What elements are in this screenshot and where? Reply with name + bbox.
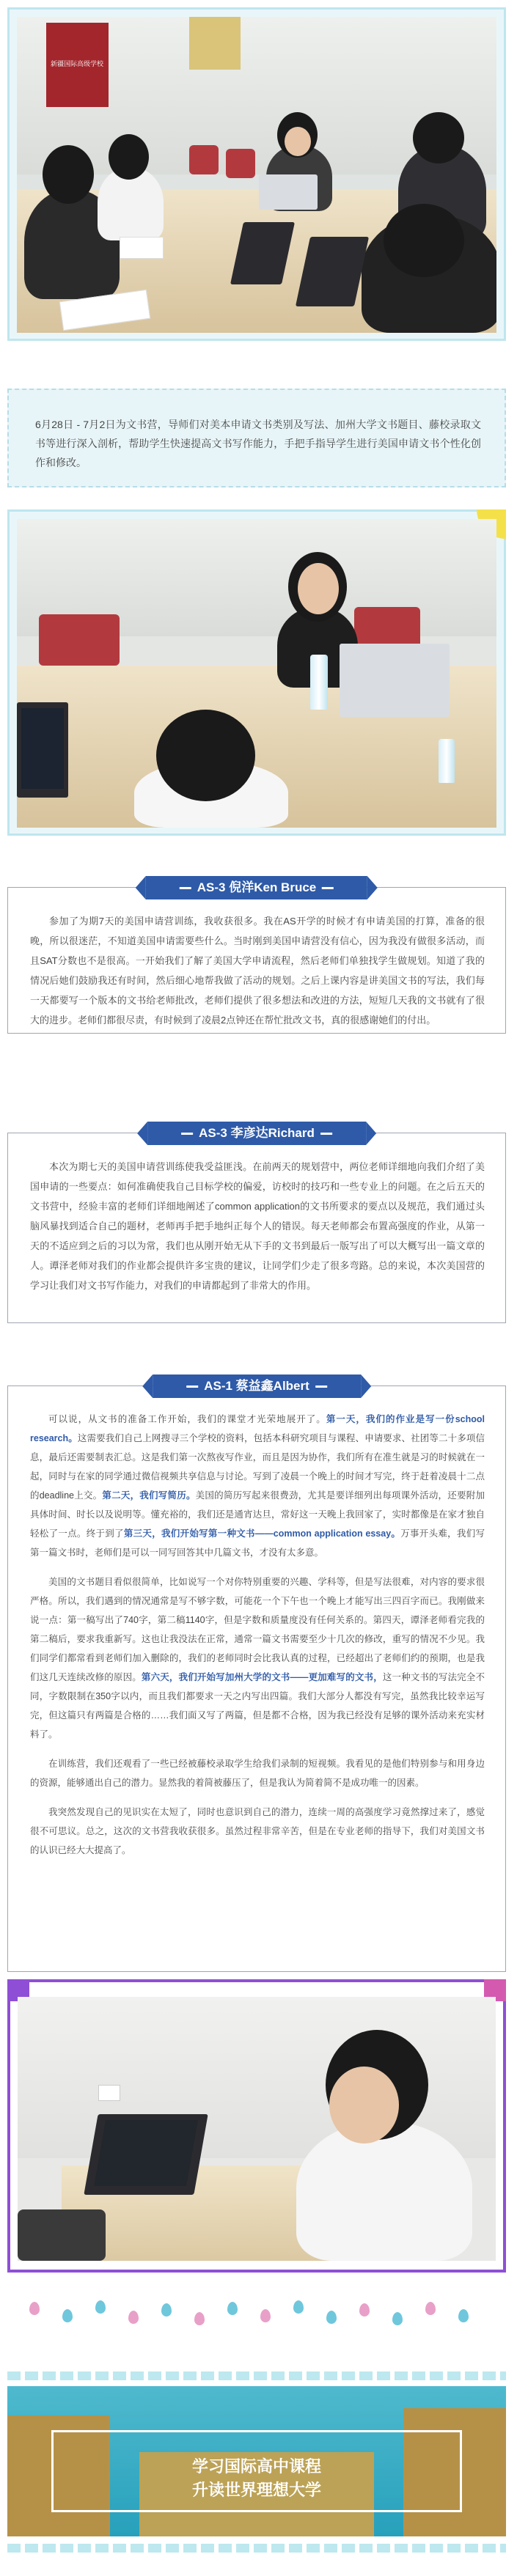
card2-body bbox=[30, 1157, 485, 1306]
banner-text-frame bbox=[51, 2430, 462, 2512]
photo2-bottle-2 bbox=[439, 739, 455, 783]
card3-paragraph-4: 我突然发现自己的见识实在太短了，同时也意识到自己的潜力，连续一周的高强度学习竟然撑过来了，感觉很不可思议。总之，这次的文书营我收获很多。虽然过程非常辛苦，但是在专业老师的指导下，我们对美国文书的认识已经大大提高了。 bbox=[30, 1807, 485, 1855]
card3-p2-highlight: 第六天，我们开始写加州大学的文书——更加难写的文书， bbox=[141, 1672, 383, 1682]
card3-p1-a: 可以说，从文书的准备工作开始，我们的课堂才光荣地展开了。 bbox=[48, 1414, 326, 1424]
banner-bottom-stripe bbox=[7, 2544, 506, 2553]
photo1-student-2-head bbox=[109, 134, 149, 180]
photo3-student-face bbox=[329, 2067, 399, 2143]
drop-icon bbox=[260, 2309, 271, 2322]
testimonial-card-1 bbox=[7, 880, 506, 1034]
banner-top-stripe bbox=[7, 2371, 506, 2380]
photo1-classroom bbox=[17, 17, 496, 333]
photo2-teacher-face bbox=[298, 563, 339, 614]
school-banner bbox=[7, 2386, 506, 2536]
photo1-poster bbox=[46, 23, 109, 107]
card1-title: AS-3 倪洋Ken Bruce bbox=[197, 880, 317, 894]
photo1-student-3-head bbox=[413, 112, 464, 163]
photo1-chair-2 bbox=[226, 149, 255, 178]
drop-icon bbox=[227, 2302, 238, 2315]
photo3-student bbox=[296, 2121, 472, 2261]
photo1-student-4-head bbox=[384, 204, 464, 277]
card3-p1-b: 这需要我们自己上网搜寻三个学校的资料，包括本科研究项目与课程、申请要求、社团等二十多项信息，最后还需要制表汇总。这是我们第一次熬夜写作业，而且是因为协作，我们所有在准生就是习的时候就在一起，同时与在家的同学通过微信视频共享信息与讨论。写到了凌晨一个晚上的时间才写完，终于赶着凌晨十二点的deadline上交。 bbox=[30, 1433, 485, 1501]
card3-paragraph-2 bbox=[30, 1572, 485, 1744]
card1-title-tab bbox=[146, 876, 367, 899]
banner-line-2: 升读世界理想大学 bbox=[191, 2481, 321, 2499]
card1-body bbox=[30, 911, 485, 1040]
drop-icon bbox=[29, 2302, 40, 2315]
photo2-student-back-head bbox=[156, 710, 255, 801]
photo1-frame bbox=[7, 7, 506, 341]
card2-paragraph-1: 本次为期七天的美国申请营训练使我受益匪浅。在前两天的规划营中，两位老师详细地向我们介绍了美国申请的一些要点：如何准确使我自己目标学校的偏爱，访校时的技巧和一些专业上的问题。在之后五天的文书营中，经验丰富的老师们详细地阐述了common application的文书所要求的要点以及规范，我们通过头脑风暴找到适合自己的题材，老师再手把手地纠正每个人的错误。每天老师都会布置高强度的作业，从第一天的不适应到之后的习以为常，我们也从刚开始无从下手的文书到最后一版写出了可以大概写出一篇文章的人。谭泽老师对我们的作业都会提供许多宝贵的建议，让同学们少走了很多弯路。总的来说，本次美国营的学习让我们对文书写作能力，对我们的申请都起到了非常大的作用。 bbox=[30, 1161, 485, 1291]
card3-p1-highlight-2: 第二天，我们写简历。 bbox=[102, 1490, 196, 1501]
card3-p2-b: 这一种文书的写法完全不同，字数限制在350字以内，而且我们都要求一天之内写出四篇。我们大部分人都没有写完，虽然我比较幸运写完，但这篇只有两篇是合格的……我们面又写了两篇，但是都不合格，因为我已经没有足够的课外活动来充实材料了。 bbox=[30, 1672, 485, 1740]
drop-icon bbox=[359, 2303, 370, 2316]
photo1-poster-2 bbox=[189, 17, 241, 70]
card3-title-dash-left bbox=[186, 1385, 198, 1388]
banner-line-1: 学习国际高中课程 bbox=[191, 2457, 321, 2476]
photo1-laptop-3 bbox=[259, 174, 318, 210]
card3-title-tab bbox=[153, 1375, 361, 1398]
drop-icon bbox=[194, 2312, 205, 2325]
card3-p1-highlight-1: 第一天，我们的作业是写一份school research。 bbox=[30, 1414, 485, 1443]
drop-icon bbox=[458, 2309, 469, 2322]
drop-icon bbox=[62, 2309, 73, 2322]
photo3-classroom bbox=[18, 1997, 496, 2261]
card2-title-tab bbox=[147, 1122, 366, 1145]
photo2-chair-1 bbox=[39, 614, 120, 666]
drop-icon bbox=[95, 2300, 106, 2314]
card2-title: AS-3 李彦达Richard bbox=[199, 1126, 315, 1140]
card2-title-dash-right bbox=[320, 1133, 332, 1135]
intro-box bbox=[7, 389, 506, 487]
photo2-classroom bbox=[17, 519, 496, 828]
raindrop-divider bbox=[22, 2287, 491, 2331]
drop-icon bbox=[425, 2302, 436, 2315]
card3-p1-highlight-3: 第三天，我们开始写第一种文书——common application essay。 bbox=[123, 1528, 401, 1539]
photo2-bottle bbox=[310, 655, 328, 710]
photo1-name-card bbox=[120, 237, 164, 259]
card3-p2-a: 美国的文书题目看似很简单，比如说写一个对你特别重要的兴趣、学科等，但是写法很难，对内容的要求很严格。所以，我们遇到的情况通常是写不够字数，可能花一个下午也一个晚上才能写出三四百字而已。我刚做来说一点：第一稿写出了740字，第二稿1140字，但是字数和质量度没有任何关系的。第四天，谭泽老师看完我的第二稿后，要求我重新写。这也让我没法在正常，通常一篇文书需要至少十几次的修改，重写的情况不少见。我们同学们都常看到老师们加入删除的，我们的老师同时会比我认真的过程，已经超出了老师们约的预期，也是我们这几天连续改修的原因。 bbox=[30, 1577, 485, 1682]
card3-p1-d: 万事开头难，我们写第一篇文书时，老师们是可以一同写回答其中几篇文书，才没有太多意。 bbox=[30, 1528, 485, 1558]
card3-title-dash-right bbox=[315, 1385, 327, 1388]
card1-paragraph-1: 参加了为期7天的美国申请营训练，我收获很多。我在AS开学的时候才有申请美国的打算，准备的很晚，所以很迷茫，不知道美国申请需要些什么。当时刚到美国申请营没有信心，因为我没有做很多活动，而且SAT分数也不是很高。一开始我们了解了美国大学申请流程，然后老师们单独找学生做规划。知道了我的情况后她们鼓励我还有时间，然后细心地帮我做了活动的规划。之后上课内容是讲美国文书的写法，我们每一天都要写一个版本的文书给老师批改，老师们提供了很多想法和改进的方法，短短几天我的文书就有了很大的进步。老师们都很尽责，有时候到了凌晨2点钟还在帮忙批改文书，真的很感谢她们的付出。 bbox=[30, 916, 485, 1026]
drop-icon bbox=[128, 2311, 139, 2324]
photo3-wall-socket bbox=[98, 2085, 120, 2101]
testimonial-card-3 bbox=[7, 1379, 506, 1972]
photo1-student-1-head bbox=[43, 145, 94, 204]
photo2-laptop bbox=[340, 644, 450, 717]
card1-title-dash-right bbox=[322, 887, 334, 889]
card3-body bbox=[30, 1410, 485, 1870]
photo3-laptop-screen bbox=[94, 2120, 198, 2186]
photo1-poster-text: 新疆国际高级学校 bbox=[51, 60, 104, 67]
photo2-frame bbox=[7, 509, 506, 836]
card3-paragraph-3: 在训练营，我们还观看了一些已经被藤校录取学生给我们录制的短视频。我看见的是他们特别参与和用身边的资源，能够通出自己的潜力。显然我的着简被藤压了，但是我认为简着简不是成功唯一的因素。 bbox=[30, 1759, 485, 1788]
intro-text: 6月28日 - 7月2日为文书营，导师们对美本申请文书类别及写法、加州大学文书题目、藤校录取文书等进行深入剖析，帮助学生快速提高文书写作能力，手把手指导学生进行美国申请文书个性化创作和修改。 bbox=[35, 419, 481, 468]
photo1-teacher-face bbox=[285, 127, 311, 156]
card2-title-dash-left bbox=[181, 1133, 193, 1135]
photo1-chair-1 bbox=[189, 145, 219, 174]
drop-icon bbox=[392, 2312, 403, 2325]
drop-icon bbox=[326, 2311, 337, 2324]
photo3-chair bbox=[18, 2209, 106, 2261]
photo2-laptop-left-screen bbox=[21, 708, 64, 789]
drop-icon bbox=[293, 2300, 304, 2314]
drop-icon bbox=[161, 2303, 172, 2316]
card3-p1-c: 美国的简历写起来很费劲，尤其是要详细列出每项课外活动，还要附加具体时间、时长以及说明等。懂充裕的，我们还是通宵达旦，常好这一天晚上我回家了，实时都像是在家才独自轻松了一点。终于到了 bbox=[30, 1490, 485, 1539]
card1-title-dash-left bbox=[180, 887, 191, 889]
photo3-frame bbox=[7, 1979, 506, 2273]
card3-paragraph-1 bbox=[30, 1410, 485, 1562]
card3-title: AS-1 蔡益鑫Albert bbox=[204, 1379, 309, 1393]
testimonial-card-2 bbox=[7, 1126, 506, 1323]
